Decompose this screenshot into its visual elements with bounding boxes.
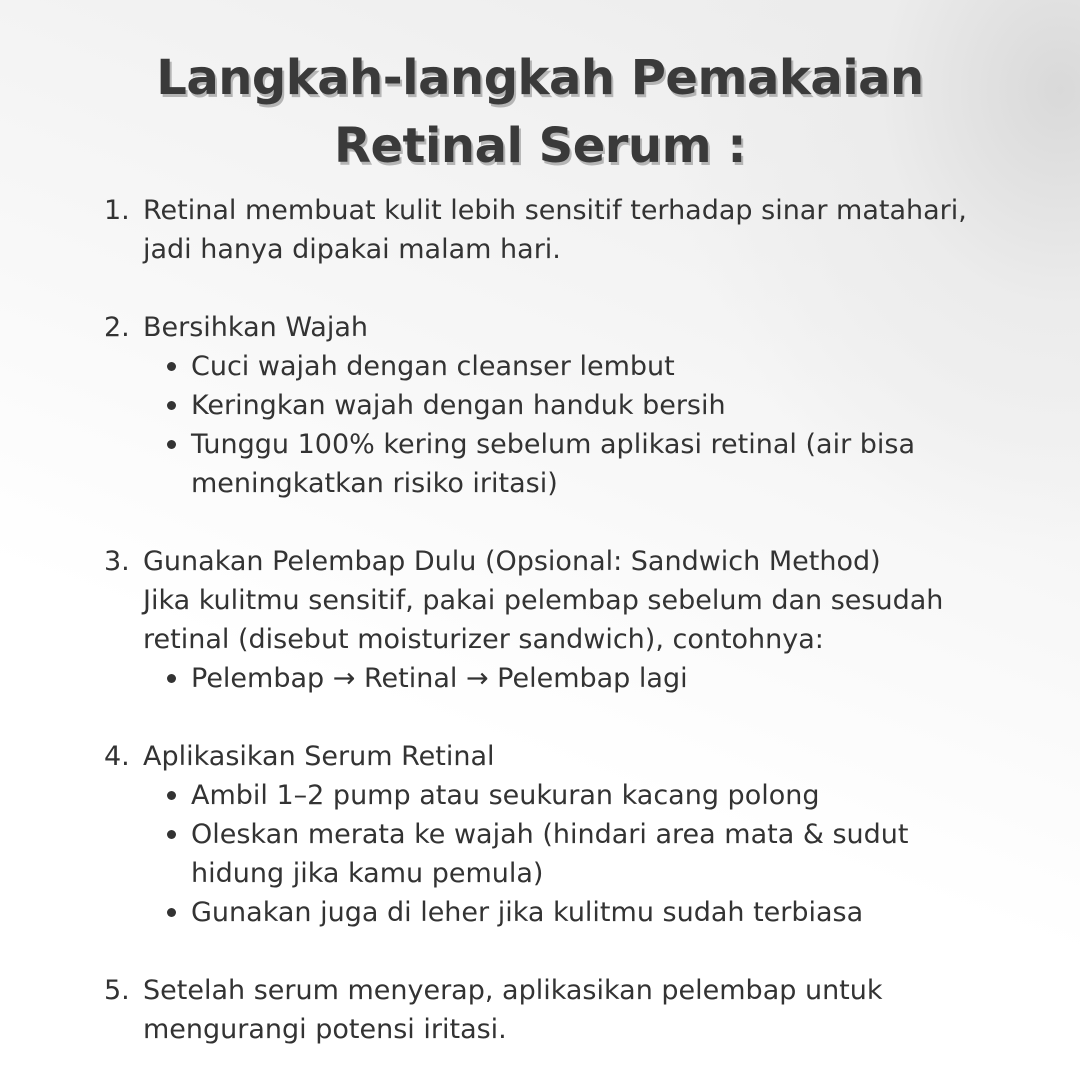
step-text-line: Jika kulitmu sensitif, pakai pelembap sebelum dan sesudah xyxy=(143,585,944,616)
bullet-list xyxy=(143,659,1034,698)
bullet-item xyxy=(191,425,1034,503)
bullet-text: meningkatkan risiko iritasi) xyxy=(191,468,558,499)
step-2 xyxy=(104,308,1034,503)
step-1 xyxy=(104,191,1034,269)
bullet-item xyxy=(191,776,1034,815)
bullet-text: Ambil 1–2 pump atau seukuran kacang polong xyxy=(191,780,820,811)
bullet-text: Gunakan juga di leher jika kulitmu sudah terbiasa xyxy=(191,897,864,928)
bullet-item xyxy=(191,815,1034,893)
step-3 xyxy=(104,542,1034,698)
bullet-text: Pelembap → Retinal → Pelembap lagi xyxy=(191,663,688,694)
step-number: 2. xyxy=(104,312,130,343)
page-title xyxy=(0,44,1080,180)
bullet-text: Oleskan merata ke wajah (hindari area mata & sudut xyxy=(191,819,909,850)
title-line-1: Langkah-langkah Pemakaian xyxy=(156,50,924,106)
step-text-line: jadi hanya dipakai malam hari. xyxy=(143,234,561,265)
bullet-text: Cuci wajah dengan cleanser lembut xyxy=(191,351,675,382)
bullet-text: hidung jika kamu pemula) xyxy=(191,858,544,889)
step-heading: Bersihkan Wajah xyxy=(143,312,368,343)
step-text-line: Retinal membuat kulit lebih sensitif terhadap sinar matahari, xyxy=(143,195,967,226)
step-number: 5. xyxy=(104,975,130,1006)
step-text-line: Setelah serum menyerap, aplikasikan pelembap untuk xyxy=(143,975,883,1006)
step-text-line: mengurangi potensi iritasi. xyxy=(143,1014,507,1045)
bullet-item xyxy=(191,893,1034,932)
steps-list xyxy=(104,191,1034,1049)
step-heading: Gunakan Pelembap Dulu (Opsional: Sandwich Method) xyxy=(143,546,881,577)
step-number: 1. xyxy=(104,195,130,226)
bullet-list xyxy=(143,776,1034,932)
bullet-item xyxy=(191,386,1034,425)
step-4 xyxy=(104,737,1034,932)
step-number: 4. xyxy=(104,741,130,772)
bullet-text: Keringkan wajah dengan handuk bersih xyxy=(191,390,726,421)
title-line-2: Retinal Serum : xyxy=(333,118,747,174)
step-5 xyxy=(104,971,1034,1049)
bullet-text: Tunggu 100% kering sebelum aplikasi retinal (air bisa xyxy=(191,429,916,460)
bullet-item xyxy=(191,659,1034,698)
bullet-item xyxy=(191,347,1034,386)
step-heading: Aplikasikan Serum Retinal xyxy=(143,741,495,772)
bullet-list xyxy=(143,347,1034,503)
step-number: 3. xyxy=(104,546,130,577)
step-text-line: retinal (disebut moisturizer sandwich), contohnya: xyxy=(143,624,824,655)
